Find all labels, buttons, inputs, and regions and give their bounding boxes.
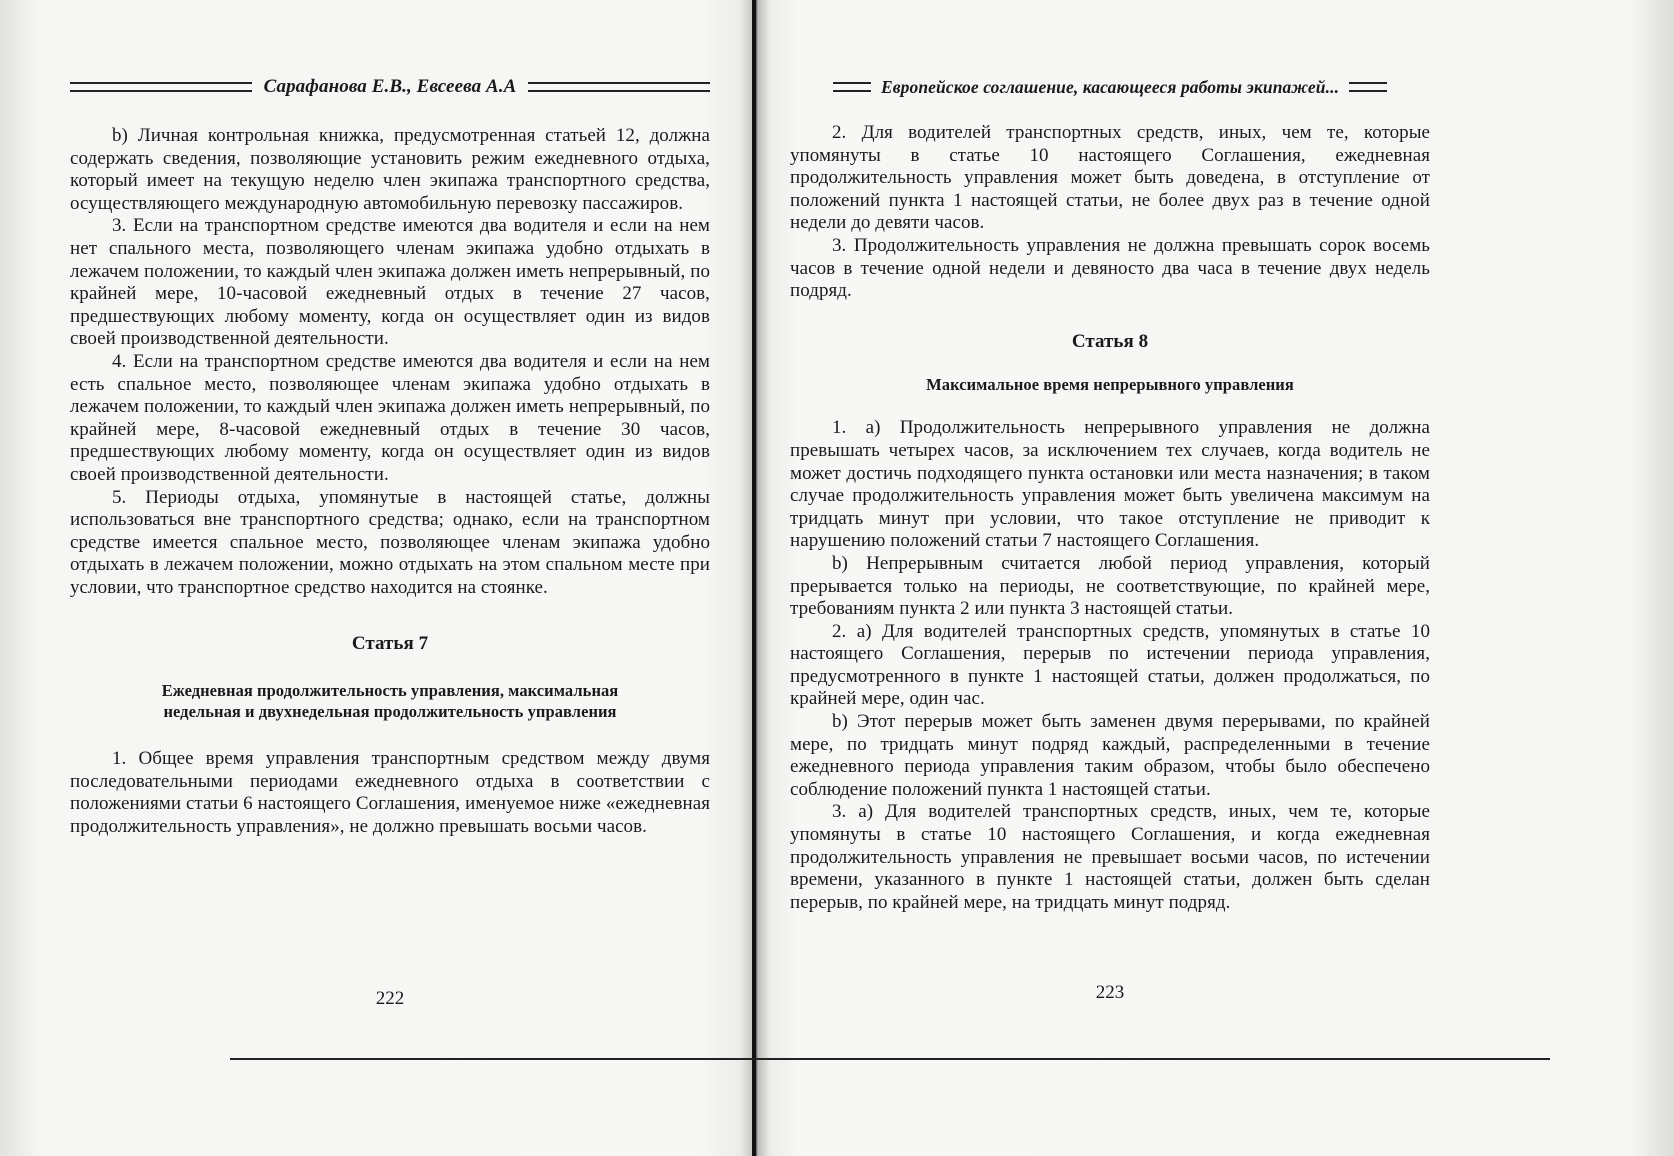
running-head-text: Европейское соглашение, касающееся работы экипажей... bbox=[880, 76, 1340, 97]
article-title bbox=[70, 680, 710, 722]
paragraph: b) Личная контрольная книжка, предусмотренная статьей 12, должна содержать сведения, позволяющие установить режим ежедневного отдыха, который имеет на текущую неделю член экипажа транспортного средства, осуществляющего международную автомобильную перевозку пассажиров. bbox=[70, 125, 710, 214]
left-page-body bbox=[70, 125, 710, 838]
paragraph: 1. а) Продолжительность непрерывного управления не должна превышать четырех часов, за исключением тех случаев, когда водитель не может достичь подходящего пункта остановки или места назначения; в таком случае продолжительность управления может быть увеличена максимум на тридцать минут при условии, что такое отступление не приводит к нарушению положений статьи 7 настоящего Соглашения. bbox=[790, 417, 1430, 552]
running-head-rule bbox=[70, 82, 252, 92]
paragraph: 5. Периоды отдыха, упомянутые в настоящей статье, должны использоваться вне транспортного средства; однако, если на транспортном средстве имеется спальное место, позволяющее членам экипажа удобно отдыхать в лежачем положении, можно отдыхать на этом спальном месте при условии, что транспортное средство находится на стоянке. bbox=[70, 486, 710, 598]
running-head-rule bbox=[833, 82, 871, 92]
left-page bbox=[70, 0, 710, 1156]
right-page bbox=[790, 0, 1430, 1156]
paragraph: b) Непрерывным считается любой период управления, который прерывается только на периоды, не соответствующие, по крайней мере, требованиям пункта 2 или пункта 3 настоящей статьи. bbox=[790, 552, 1430, 620]
running-head-text: Сарафанова Е.В., Евсеева А.А bbox=[263, 76, 517, 97]
article-title: Максимальное время непрерывного управления bbox=[926, 375, 1294, 395]
paragraph: 2. а) Для водителей транспортных средств, упомянутых в статье 10 настоящего Соглашения, перерыв по истечении периода управления, предусмотренного в пункте 1 настоящей статьи, должен продолжаться, по крайней мере, один час. bbox=[790, 620, 1430, 710]
article-title-line: недельная и двухнедельная продолжительность управления bbox=[163, 702, 617, 722]
paragraph: 3. а) Для водителей транспортных средств, иных, чем те, которые упомянуты в статье 10 настоящего Соглашения, и когда ежедневная продолжительность управления не превышает восьми часов, по истечении времени, указанного в пункте 1 настоящей статьи, должен быть сделан перерыв, по крайней мере, на тридцать минут подряд. bbox=[790, 801, 1430, 913]
running-head-rule bbox=[528, 82, 710, 92]
page-number: 222 bbox=[375, 988, 405, 1009]
right-page-body bbox=[790, 122, 1430, 914]
paragraph: b) Этот перерыв может быть заменен двумя перерывами, по крайней мере, по тридцать минут подряд каждый, распределенными в течение ежедневного периода управления таким образом, чтобы было обеспечено соблюдение положений пункта 1 настоящей статьи. bbox=[790, 711, 1430, 800]
article-number: Статья 7 bbox=[351, 633, 429, 655]
paragraph: 2. Для водителей транспортных средств, иных, чем те, которые упомянуты в статье 10 настоящего Соглашения, ежедневная продолжительность управления может быть доведена, в отступление от положений пункта 1 настоящей статьи, не более двух раз в течение одной недели до девяти часов. bbox=[790, 122, 1430, 234]
paragraph: 1. Общее время управления транспортным средством между двумя последовательными периодами ежедневного отдыха в соответствии с положениями статьи 6 настоящего Соглашения, именуемое ниже «ежедневная продолжительность управления», не должно превышать восьми часов. bbox=[70, 748, 710, 837]
page-bottom-edge bbox=[230, 1058, 1550, 1060]
running-head-rule bbox=[1349, 82, 1387, 92]
page-number: 223 bbox=[1095, 982, 1125, 1003]
right-running-head bbox=[790, 70, 1430, 104]
article-title-line: Ежедневная продолжительность управления, максимальная bbox=[161, 681, 619, 701]
article-number: Статья 8 bbox=[1071, 330, 1149, 352]
paragraph: 4. Если на транспортном средстве имеются два водителя и если на нем есть спальное место, позволяющее членам экипажа удобно отдыхать в лежачем положении, то каждый член экипажа должен иметь непрерывный, по крайней мере, 8-часовой ежедневный отдых в течение 30 часов, предшествующих любому моменту, когда он осуществляет один из видов своей производственной деятельности. bbox=[70, 350, 710, 485]
paragraph: 3. Продолжительность управления не должна превышать сорок восемь часов в течение одной недели и девяносто два часа в течение двух недель подряд. bbox=[790, 234, 1430, 302]
left-running-head bbox=[70, 70, 710, 104]
paragraph: 3. Если на транспортном средстве имеются два водителя и если на нем нет спального места, позволяющего членам экипажа удобно отдыхать в лежачем положении, то каждый член экипажа должен иметь непрерывный, по крайней мере, 10-часовой ежедневный отдых в течение 27 часов, предшествующих любому моменту, когда он осуществляет один из видов своей производственной деятельности. bbox=[70, 215, 710, 350]
book-spine bbox=[752, 0, 756, 1156]
